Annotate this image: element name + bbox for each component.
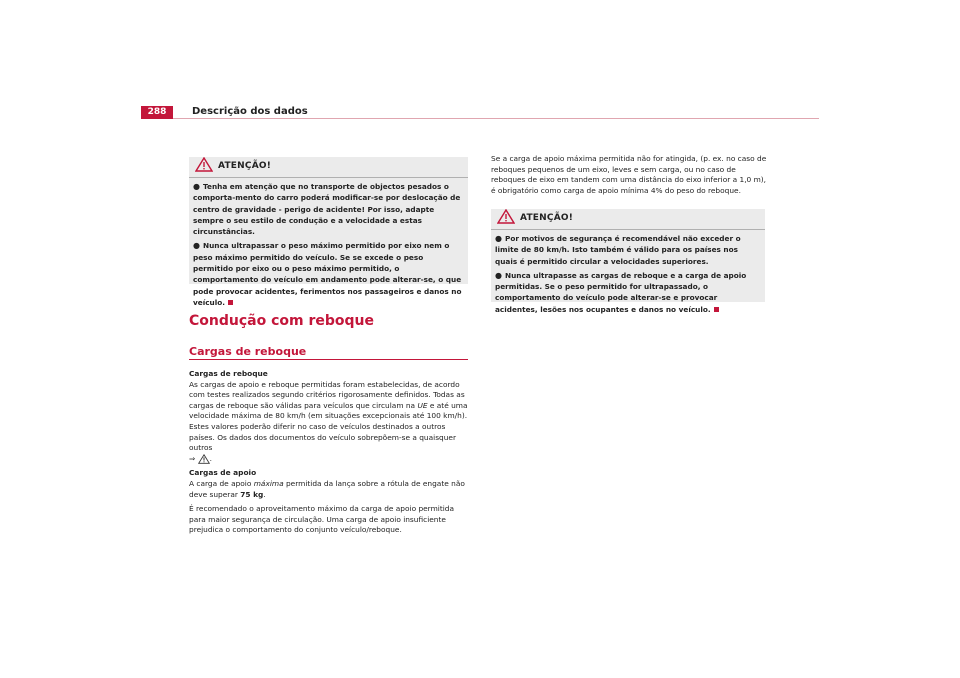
warning-triangle-icon: [497, 209, 515, 228]
left-body-text: [189, 369, 470, 536]
warning-item-text: Nunca ultrapassar o peso máximo permitido por eixo nem o peso máximo permitido do veículo. Se se excede o peso permitido por eixo ou o peso máximo permitido, o comportamento do veículo em andamento pode alterar-se, o que pode provocar acidentes, ferimentos nos passageiros e danos no veículo.: [193, 241, 462, 307]
paragraph-text: As cargas de apoio e reboque permitidas foram estabelecidas, de acordo com testes realizados segundo critérios rigorosamente definidos. Todas as cargas de reboque são válidas para veículos que circulam na: [189, 379, 465, 410]
warning-item: [495, 233, 761, 267]
paragraph-text: .: [263, 489, 266, 499]
bullet-icon: ●: [495, 234, 502, 243]
warning-heading-text: ATENÇÃO!: [520, 213, 574, 224]
weight-value: 75 kg: [240, 489, 264, 499]
section-title: Condução com reboque: [189, 313, 374, 329]
region-text: UE: [417, 400, 428, 410]
warning-item-text: Tenha em atenção que no transporte de objectos pesados o comporta-mento do carro poderá modificar-se por deslocação de centro de gravidade - perigo de acidente! Por isso, adapte sempre o seu estilo de condução e a velocidade a estas circunstâncias.: [193, 182, 461, 237]
paragraph: [189, 380, 470, 465]
paragraph: [189, 479, 470, 500]
warning-heading-text: ATENÇÃO!: [218, 161, 272, 172]
warning-item: [495, 270, 761, 315]
paragraph-text: permitida da lança sobre a rótula de engate não deve superar: [189, 478, 465, 499]
end-mark-icon: [228, 300, 233, 305]
bullet-icon: ●: [193, 182, 200, 191]
warning-box-left: [189, 157, 468, 307]
warning-reference[interactable]: ⇒ .: [189, 453, 212, 463]
bullet-icon: ●: [495, 270, 502, 280]
header-rule: [141, 118, 819, 119]
paragraph-title: Cargas de apoio: [189, 468, 257, 478]
warning-item-text: Nunca ultrapasse as cargas de reboque e a carga de apoio permitidas. Se o peso permitido for ultrapassado, o comportamento do veículo pode alterar-se e provocar acidentes, lesões nos ocupantes e danos no veículo.: [495, 270, 747, 314]
page-number: 288: [141, 106, 173, 119]
warning-item: [193, 240, 464, 308]
right-body-text: [491, 154, 769, 196]
bullet-icon: ●: [193, 241, 200, 251]
warning-item-text: Por motivos de segurança é recomendável não exceder o limite de 80 km/h. Isto também é válido para os países nos quais é permitido circular a velocidades superiores.: [495, 234, 741, 266]
warning-triangle-icon: [198, 454, 210, 464]
paragraph-text: A carga de apoio: [189, 478, 254, 488]
subsection-rule: [189, 359, 468, 360]
subsection-title: Cargas de reboque: [189, 345, 307, 358]
paragraph-text: e até uma velocidade máxima de 80 km/h (em situações excepcionais até 100 km/h). Estes valores poderão diferir no caso de veículos destinados a outros países. Os dados dos documentos do veículo sobrepõem-se a quaisquer outros: [189, 400, 468, 453]
paragraph: Se a carga de apoio máxima permitida não for atingida, (p. ex. no caso de reboques pequenos de um eixo, leves e sem carga, ou no caso de reboques de eixo em tandem com uma distância do eixo inferior a 1,0 m), é obrigatório como carga de apoio mínima 4% do peso do reboque.: [491, 154, 767, 195]
warning-heading: [491, 209, 765, 230]
paragraph-title: Cargas de reboque: [189, 369, 268, 378]
emphasis-text: máxima: [253, 478, 284, 488]
reference-arrow: ⇒: [189, 453, 196, 463]
end-mark-icon: [714, 307, 719, 312]
page-header-title: Descrição dos dados: [192, 106, 308, 117]
warning-triangle-icon: [195, 157, 213, 176]
warning-heading: [189, 157, 468, 178]
paragraph: É recomendado o aproveitamento máximo da carga de apoio permitida para maior segurança de circulação. Uma carga de apoio insuficiente prejudica o comportamento do conjunto veículo/reboque.: [189, 504, 455, 535]
warning-item: [193, 181, 464, 237]
warning-box-right: [491, 209, 765, 314]
